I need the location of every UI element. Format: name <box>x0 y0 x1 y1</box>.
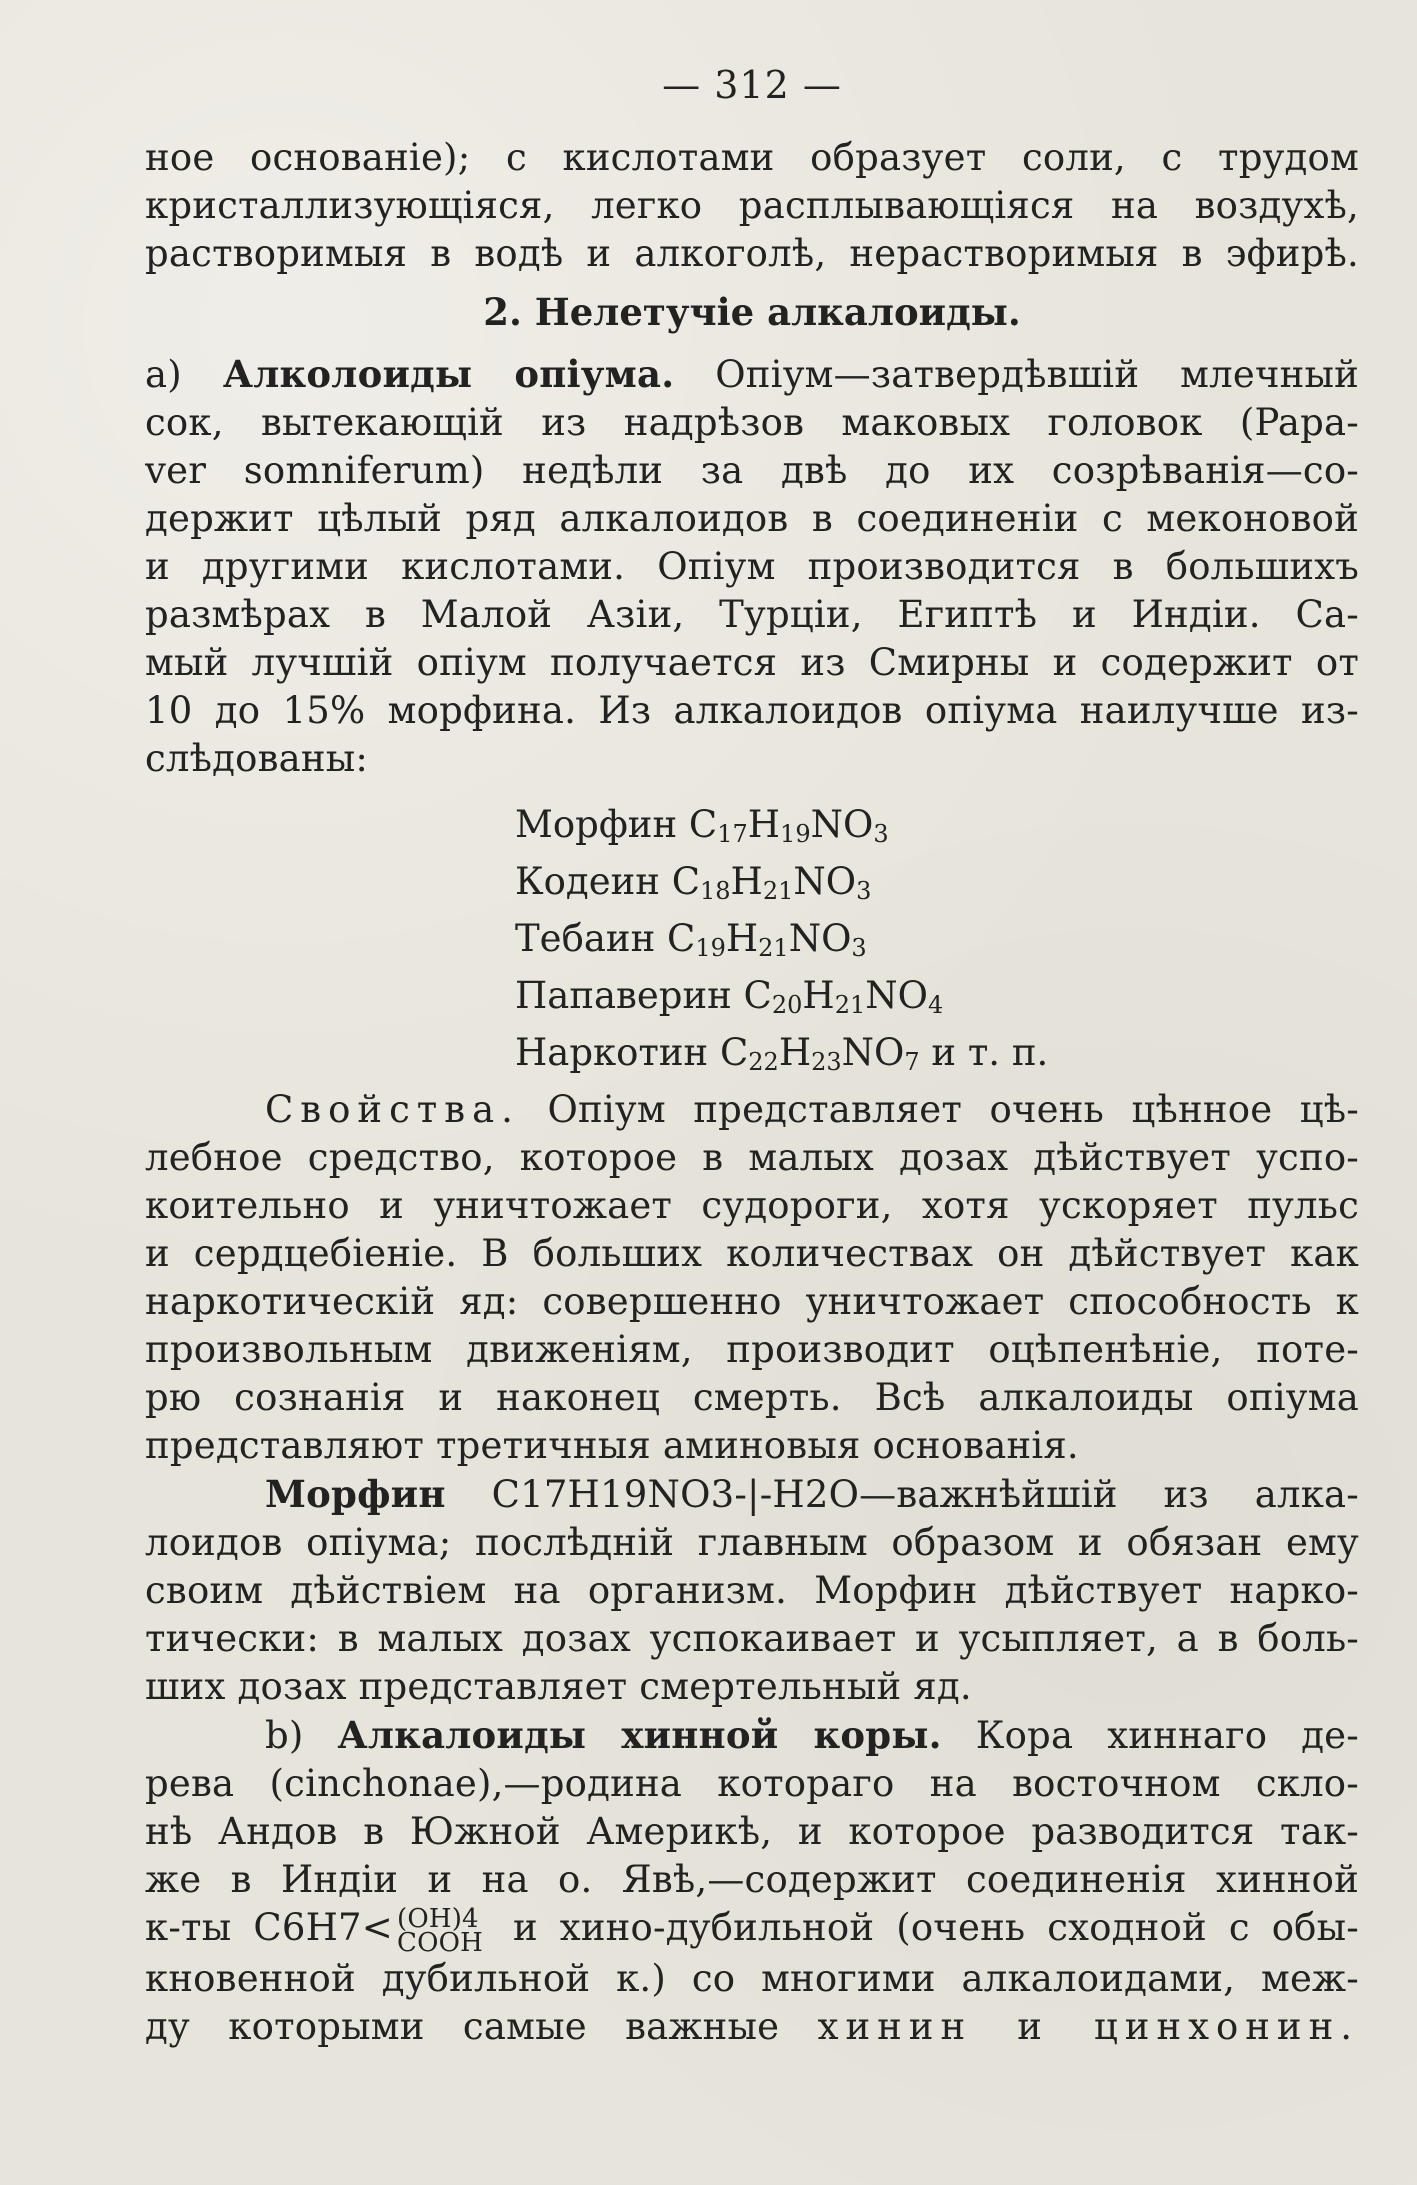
morphine-title: Морфин <box>265 1472 446 1516</box>
text-line: лоидов опіума; послѣдній главным образом и обязан ему <box>145 1521 1359 1564</box>
section-heading: 2. Нелетучіе алкалоиды. <box>483 290 1021 334</box>
alkaloid-name: Тебаин <box>515 917 656 960</box>
alkaloid-name: Кодеин <box>515 860 660 903</box>
text-fragment: к-ты <box>145 1906 232 1949</box>
chemical-formula: $C_{18}H_{21}NO_3$ <box>671 860 872 905</box>
formula-line <box>515 972 1359 1029</box>
text-line: наркотическій яд: совершенно уничтожает способность к <box>145 1280 1359 1323</box>
formula-line: Наркотин $C_{22}H_{23}NO_7$ и т. п. <box>515 1031 1049 1076</box>
text-line: ver somniferum) недѣли за двѣ до их созрѣванія—со- <box>145 449 1359 492</box>
text-line: рю сознанія и наконец смерть. Всѣ алкалоиды опіума <box>145 1376 1359 1419</box>
text-line: и другими кислотами. Опіум производится в большихъ <box>145 545 1359 588</box>
alkaloid-name: Папаверин <box>515 974 732 1017</box>
text-line: представляют третичныя аминовыя основанія. <box>145 1424 1079 1467</box>
text-line: слѣдованы: <box>145 737 369 780</box>
acid-formula-base: C6H7< <box>253 1906 393 1949</box>
properties-label: Свойства. <box>265 1088 520 1131</box>
text-line: 10 до 15% морфина. Из алкалоидов опіума наилучше из- <box>145 689 1359 732</box>
acid-formula-stack: (OH)4 COOH <box>396 1904 483 1955</box>
text-line: ное основаніе); с кислотами образует соли, с трудом <box>145 136 1359 179</box>
chemical-formula: $C_{20}H_{21}NO_4$ <box>743 974 944 1019</box>
morphine-formula-text: C17H19NO3-|-H2O—важнѣйшій из алка- <box>491 1473 1359 1516</box>
morphine-paragraph <box>145 1470 1359 1711</box>
chemical-formula: $C_{19}H_{21}NO_3$ <box>667 917 867 962</box>
text-line: произвольным движеніям, производит оцѣпенѣніе, поте- <box>145 1328 1359 1371</box>
alkaloid-name: Морфин <box>515 803 678 846</box>
text-line: рева (cinchonae),—родина котораго на восточном скло- <box>145 1762 1359 1805</box>
text-line: размѣрах в Малой Азіи, Турціи, Египтѣ и Индіи. Са- <box>145 593 1359 636</box>
text-line <box>145 1470 1359 1519</box>
text-line: растворимыя в водѣ и алкоголѣ, нерастворимыя в эфирѣ. <box>145 232 1359 275</box>
text-line: держит цѣлый ряд алкалоидов в соединеніи с меконовой <box>145 497 1359 540</box>
text-line <box>145 2003 1359 2051</box>
text-fragment: Опіум—затвердѣвшій млечный <box>715 353 1359 396</box>
acid-formula-line <box>145 1904 1359 1955</box>
opium-paragraph <box>145 350 1359 783</box>
text-line: нѣ Андов в Южной Америкѣ, и которое разводится так- <box>145 1810 1359 1853</box>
text-line <box>145 1711 1359 1760</box>
alkaloid-name: Наркотин <box>515 1031 709 1074</box>
page-number: — 312 — <box>662 63 842 107</box>
subsection-marker: b) <box>265 1714 304 1757</box>
text-line: же в Индіи и на о. Явѣ,—содержит соединенія хинной <box>145 1858 1359 1901</box>
quinine-paragraph <box>145 1711 1359 2051</box>
formula-line <box>515 858 1359 915</box>
subsection-marker: a) <box>145 353 182 396</box>
chemical-formula: $C_{17}H_{19}NO_3$ <box>688 803 889 848</box>
formula-line <box>515 801 1359 858</box>
text-line: и сердцебіеніе. В больших количествах он дѣйствует как <box>145 1232 1359 1275</box>
text-fragment: Опіум представляет очень цѣнное цѣ- <box>547 1088 1359 1131</box>
text-fragment: и хино-дубильной (очень сходной с обы- <box>512 1906 1359 1949</box>
alkaloid-formula-list <box>515 801 1359 1086</box>
alkaloid-examples: хинин и цинхонин. <box>817 2004 1359 2048</box>
text-line: тически: в малых дозах успокаивает и усыпляет, а в боль- <box>145 1617 1359 1660</box>
text-line: ших дозах представляет смертельный яд. <box>145 1665 972 1708</box>
text-line <box>145 350 1359 399</box>
text-fragment: Кора хиннаго де- <box>975 1714 1359 1757</box>
text-line: мый лучшій опіум получается из Смирны и содержит от <box>145 641 1359 684</box>
text-line: кновенной дубильной к.) со многими алкалоидами, меж- <box>145 1956 1359 2000</box>
subsection-title: Алколоиды опіума. <box>222 352 675 396</box>
text-line: своим дѣйствіем на организм. Морфин дѣйствует нарко- <box>145 1569 1359 1612</box>
text-line: лебное средство, которое в малых дозах дѣйствует успо- <box>145 1136 1359 1179</box>
text-fragment: ду которыми самые важные <box>145 2004 780 2048</box>
text-line: коительно и уничтожает судороги, хотя ускоряет пульс <box>145 1184 1359 1227</box>
subsection-title: Алкалоиды хинной коры. <box>337 1713 942 1757</box>
text-line: сок, вытекающій из надрѣзов маковых головок (Papa- <box>145 401 1359 444</box>
formula-line <box>515 915 1359 972</box>
opening-paragraph <box>145 134 1359 278</box>
chemical-formula: $C_{22}H_{23}NO_7$ <box>719 1031 920 1076</box>
properties-paragraph <box>145 1086 1359 1470</box>
text-line <box>145 1086 1359 1134</box>
text-line: кристаллизующіяся, легко расплывающіяся на воздухѣ, <box>145 184 1359 227</box>
